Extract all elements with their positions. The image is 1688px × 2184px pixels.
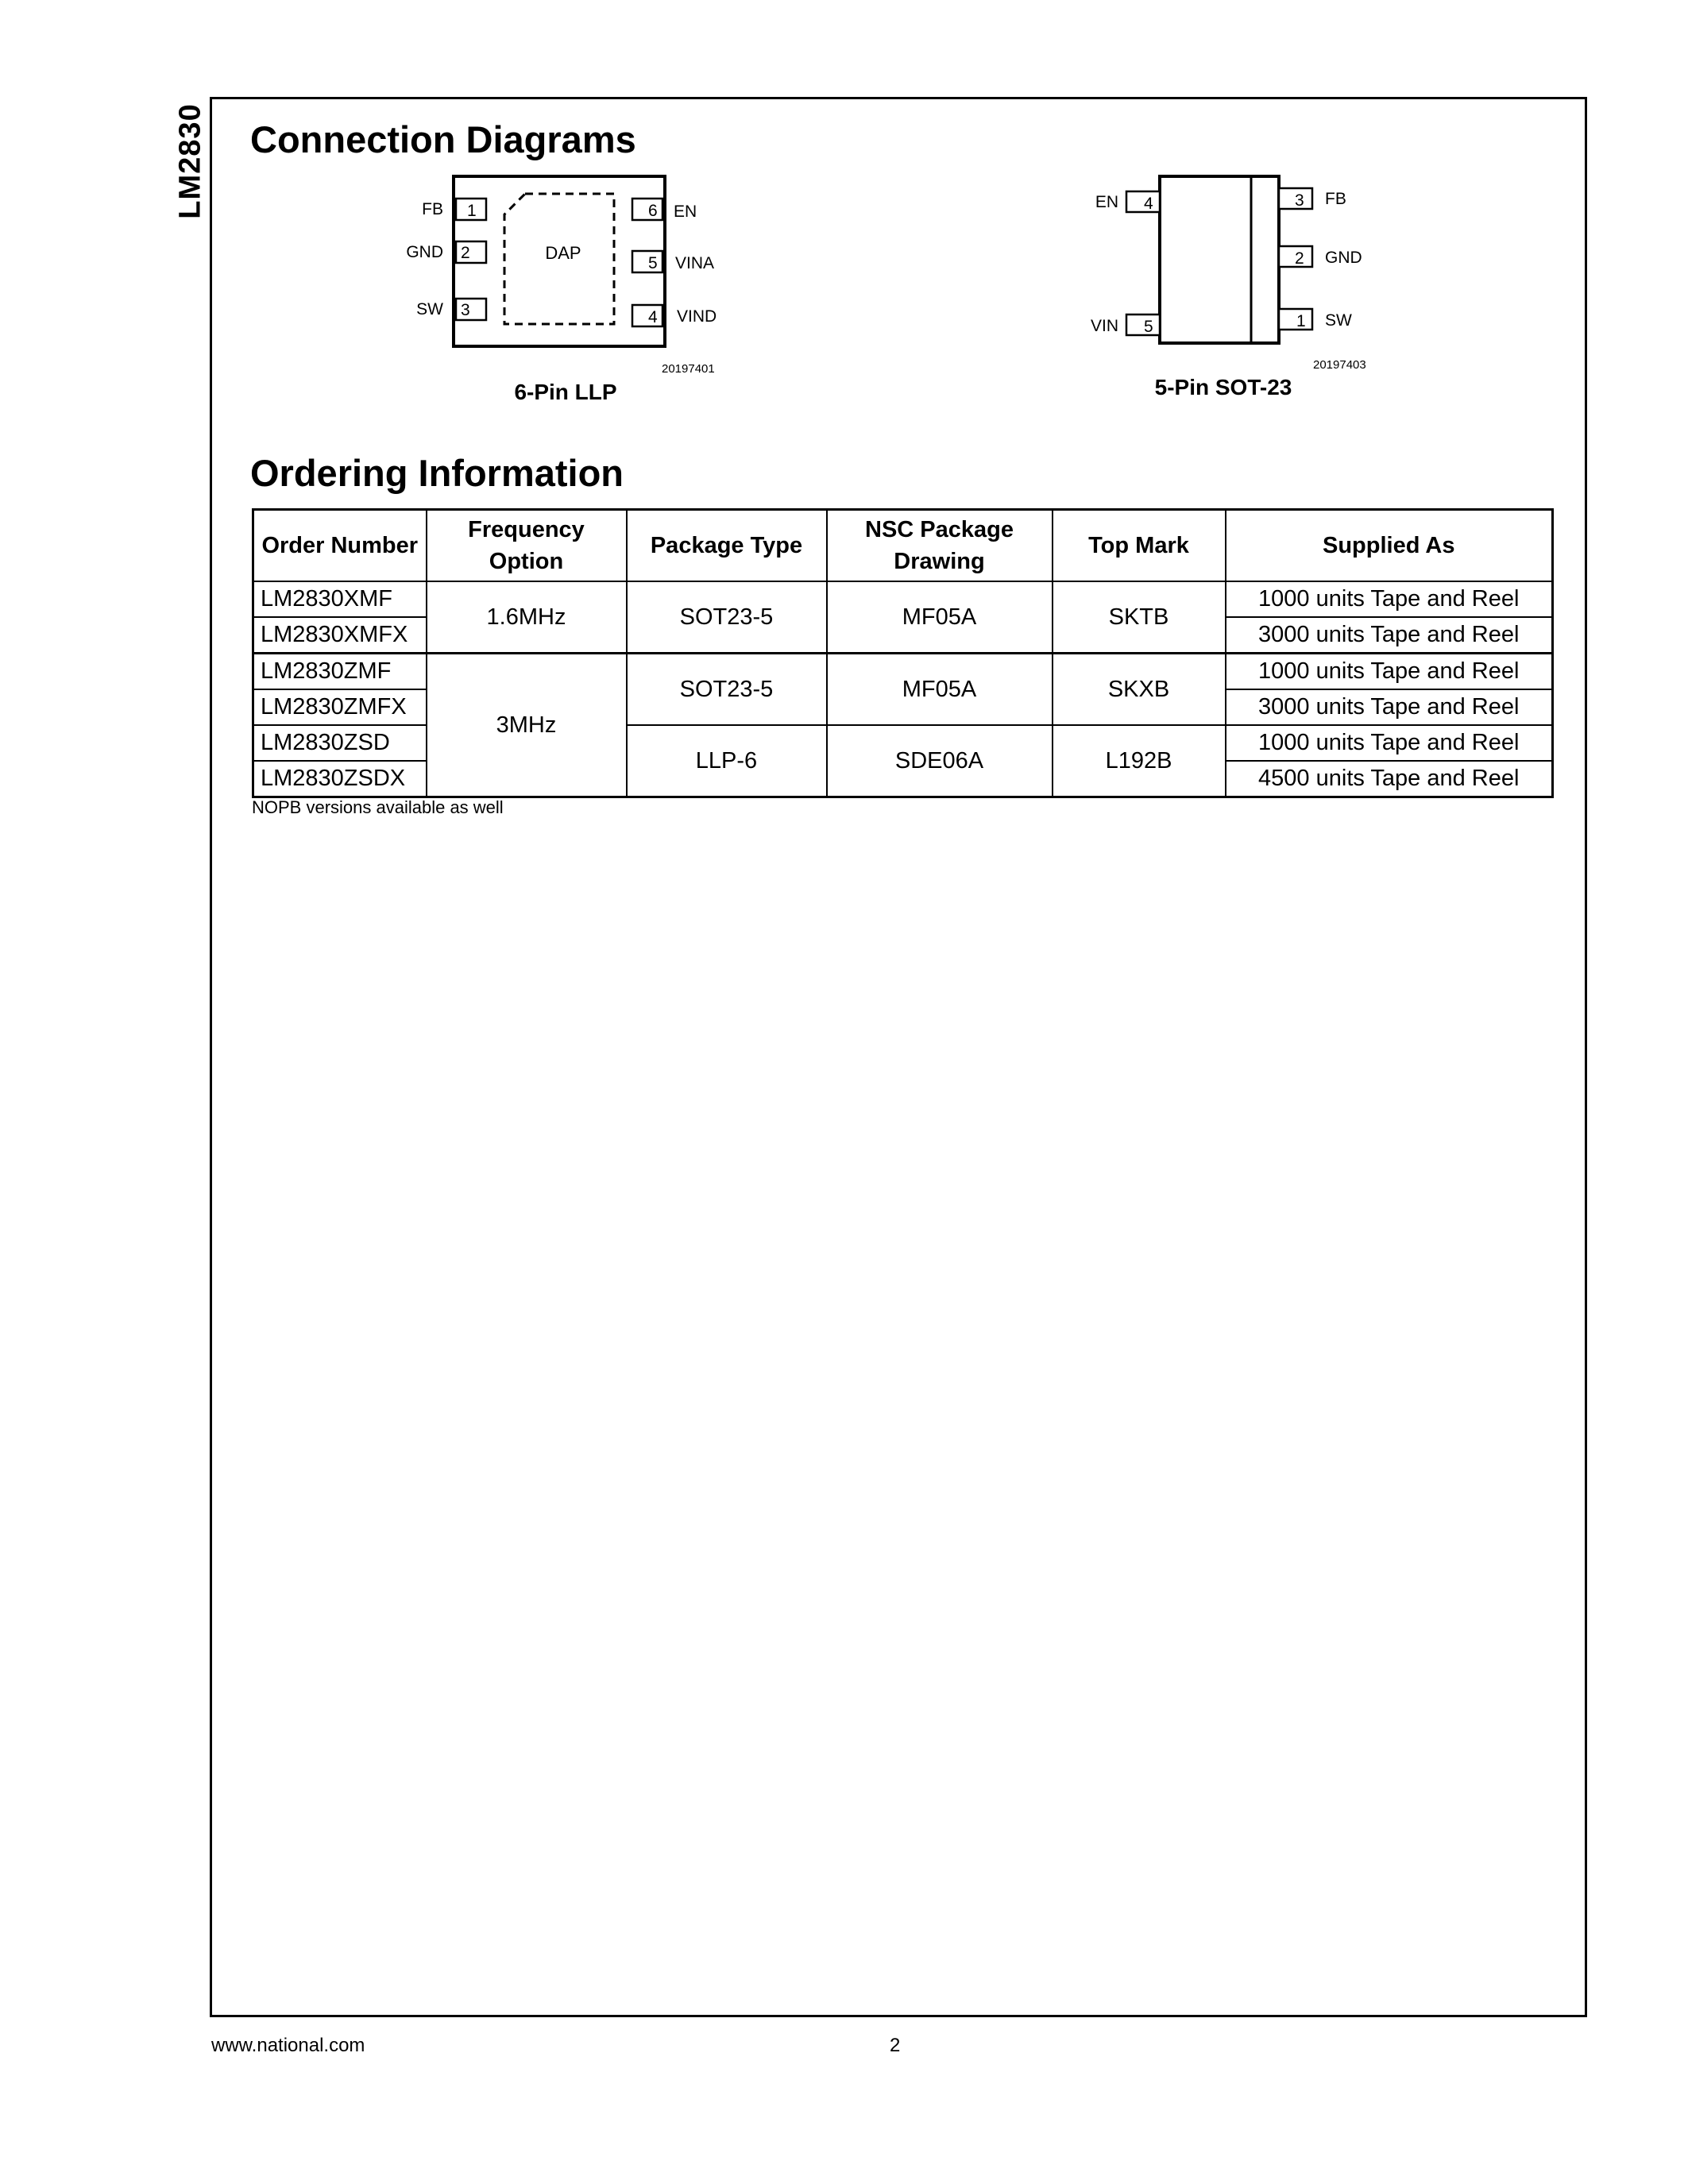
cell-package-type: SOT23-5 [627,654,827,726]
col-header-nsc-drawing: NSC Package Drawing [827,510,1053,582]
llp-pin-4-num: 4 [648,308,658,326]
llp-pin-5-box [632,251,662,272]
llp-pin-3-name: SW [416,300,443,318]
col-header-package-type: Package Type [627,510,827,582]
llp-pin-6-name: EN [674,203,697,221]
cell-nsc-drawing: SDE06A [827,725,1053,797]
table-row [253,581,1553,617]
sot-diagram [1091,176,1366,372]
table-row [253,654,1553,690]
sot-pin-2-name: GND [1325,249,1362,267]
llp-pin-1-num: 1 [467,202,477,220]
llp-pin-2-num: 2 [461,244,470,262]
llp-pin-4-box [632,305,662,326]
sot-pin-4-num: 4 [1144,195,1153,213]
cell-supplied-as: 1000 units Tape and Reel [1226,581,1553,617]
cell-order-number: LM2830ZMFX [253,689,427,725]
cell-supplied-as: 1000 units Tape and Reel [1226,725,1553,761]
cell-package-type: LLP-6 [627,725,827,797]
sot-pin-4-box [1126,191,1160,212]
cell-order-number: LM2830ZSD [253,725,427,761]
side-title-text: LM2830 [173,103,207,219]
sot-pin-3-num: 3 [1295,191,1304,210]
llp-pin-4-name: VIND [677,307,717,326]
cell-supplied-as: 1000 units Tape and Reel [1226,654,1553,690]
llp-pin-5-name: VINA [675,254,715,272]
cell-frequency: 1.6MHz [427,581,627,654]
sot-pin-1-box [1279,309,1312,330]
llp-fig-id: 20197401 [662,362,715,376]
cell-supplied-as: 4500 units Tape and Reel [1226,761,1553,797]
sot-fig-id: 20197403 [1313,358,1366,372]
sot-body [1160,176,1279,343]
llp-pin-6-box [632,199,662,220]
cell-top-mark: SKXB [1053,654,1226,726]
llp-pin-3-num: 3 [461,301,470,319]
llp-pin-6-num: 6 [648,202,658,220]
col-header-supplied-as: Supplied As [1226,510,1553,582]
col-header-order-number: Order Number [253,510,427,582]
col-header-frequency: Frequency Option [427,510,627,582]
sot-pin-5-name: VIN [1090,317,1118,335]
cell-package-type: SOT23-5 [627,581,827,654]
cell-supplied-as: 3000 units Tape and Reel [1226,689,1553,725]
cell-frequency: 3MHz [427,654,627,797]
sot-pin-1-num: 1 [1296,312,1306,330]
sot-pin-1-name: SW [1325,311,1352,330]
cell-order-number: LM2830ZMF [253,654,427,690]
ordering-table [252,508,1554,798]
ordering-information-heading: Ordering Information [250,452,624,494]
ordering-note: NOPB versions available as well [252,797,504,817]
sot-pin-5-num: 5 [1144,318,1153,336]
cell-order-number: LM2830XMF [253,581,427,617]
llp-pin-2-name: GND [406,243,443,261]
cell-nsc-drawing: MF05A [827,581,1053,654]
sot-pin-4-name: EN [1095,193,1118,211]
cell-top-mark: L192B [1053,725,1226,797]
cell-order-number: LM2830ZSDX [253,761,427,797]
cell-top-mark: SKTB [1053,581,1226,654]
sot-pin-3-name: FB [1325,190,1346,208]
cell-order-number: LM2830XMFX [253,617,427,654]
cell-supplied-as: 3000 units Tape and Reel [1226,617,1553,654]
table-header-row [253,510,1553,582]
llp-caption: 6-Pin LLP [514,380,617,404]
cell-nsc-drawing: MF05A [827,654,1053,726]
llp-pin-5-num: 5 [648,254,658,272]
dap-label: DAP [545,243,581,263]
footer-website-link[interactable]: www.national.com [211,2035,365,2056]
sot-pin-5-box [1126,314,1160,335]
llp-pin-1-name: FB [422,200,443,218]
sot-caption: 5-Pin SOT-23 [1154,375,1292,399]
connection-diagrams-heading: Connection Diagrams [250,118,636,160]
page-number: 2 [890,2035,901,2056]
sot-pin-2-num: 2 [1295,249,1304,268]
col-header-top-mark: Top Mark [1053,510,1226,582]
llp-diagram [406,176,717,376]
